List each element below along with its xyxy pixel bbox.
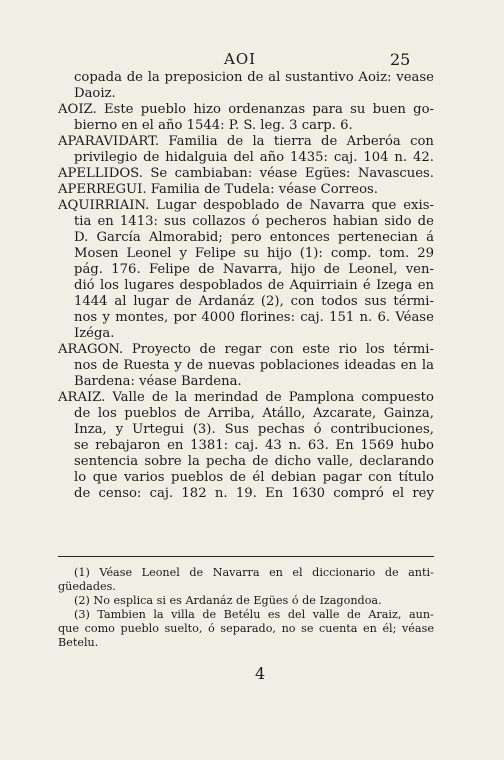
text-line: pág. 176. Felipe de Navarra, hijo de Leonel, ven- (74, 262, 434, 277)
text-line: ARAGON. Proyecto de regar con este rio los térmi- (58, 342, 434, 357)
running-header (0, 50, 504, 70)
text-line: AQUIRRIAIN. Lugar despoblado de Navarra que exis- (58, 198, 434, 213)
text-line: se rebajaron en 1381: caj. 43 n. 63. En 1569 hubo (74, 438, 434, 453)
text-line: APELLIDOS. Se cambiaban: véase Egües: Navascues. (58, 166, 434, 181)
text-line: Daoiz. (74, 86, 116, 101)
text-line: Izéga. (74, 326, 115, 341)
text-line: AOIZ. Este pueblo hizo ordenanzas para su buen go- (58, 102, 434, 117)
text-line: de censo: caj. 182 n. 19. En 1630 compró el rey (74, 486, 434, 501)
text-line: APARAVIDÁRT. Familia de la tierra de Arberóa con (58, 134, 434, 149)
text-line: bierno en el año 1544: P. S. leg. 3 carp. 6. (74, 118, 353, 133)
text-line: D. García Almorabid; pero entonces pertenecian á (74, 230, 434, 245)
text-line: privilegio de hidalguia del año 1435: caj. 104 n. 42. (74, 150, 434, 165)
footnote-line: que como pueblo suelto, ó separado, no se cuenta en él; véase (58, 622, 434, 635)
text-line: copada de la preposicion de al sustantivo Aoiz: vease (74, 70, 434, 85)
page-number: 25 (390, 50, 411, 69)
header-word: AOI (224, 50, 257, 68)
text-line: Inza, y Urtegui (3). Sus pechas ó contribuciones, (74, 422, 434, 437)
footnote-line: (3) Tambien la villa de Betélu es del valle de Araiz, aun- (74, 608, 434, 621)
text-line: tia en 1413: sus collazos ó pecheros habian sido de (74, 214, 434, 229)
footnote-rule (58, 556, 434, 557)
text-line: lo que varios pueblos de él debian pagar con título (74, 470, 434, 485)
footnote-line: Betelu. (58, 636, 99, 649)
text-line: nos y montes, por 4000 florines: caj. 151 n. 6. Véase (74, 310, 434, 325)
text-line: nos de Ruesta y de nuevas poblaciones ideadas en la (74, 358, 434, 373)
footnote-line: (2) No esplica si es Ardanáz de Egües ó de Izagondoa. (74, 594, 382, 607)
text-line: de los pueblos de Arriba, Atállo, Azcarate, Gainza, (74, 406, 434, 421)
signature-mark: 4 (255, 664, 266, 683)
text-line: Bardena: véase Bardena. (74, 374, 242, 389)
text-line: ARAIZ. Valle de la merindad de Pamplona compuesto (58, 390, 434, 405)
text-line: Mosen Leonel y Felipe su hijo (1): comp. tom. 29 (74, 246, 434, 261)
text-line: dió los lugares despoblados de Aquirriain é Izega en (74, 278, 434, 293)
text-line: sentencia sobre la pecha de dicho valle, declarando (74, 454, 434, 469)
footnote-line: (1) Véase Leonel de Navarra en el diccionario de anti- (74, 566, 434, 579)
text-line: APERREGUI. Familia de Tudela: véase Correos. (58, 182, 378, 197)
dictionary-entries (58, 70, 434, 502)
footnotes (58, 566, 434, 650)
footnote-line: güedades. (58, 580, 116, 593)
text-line: 1444 al lugar de Ardanáz (2), con todos sus térmi- (74, 294, 434, 309)
